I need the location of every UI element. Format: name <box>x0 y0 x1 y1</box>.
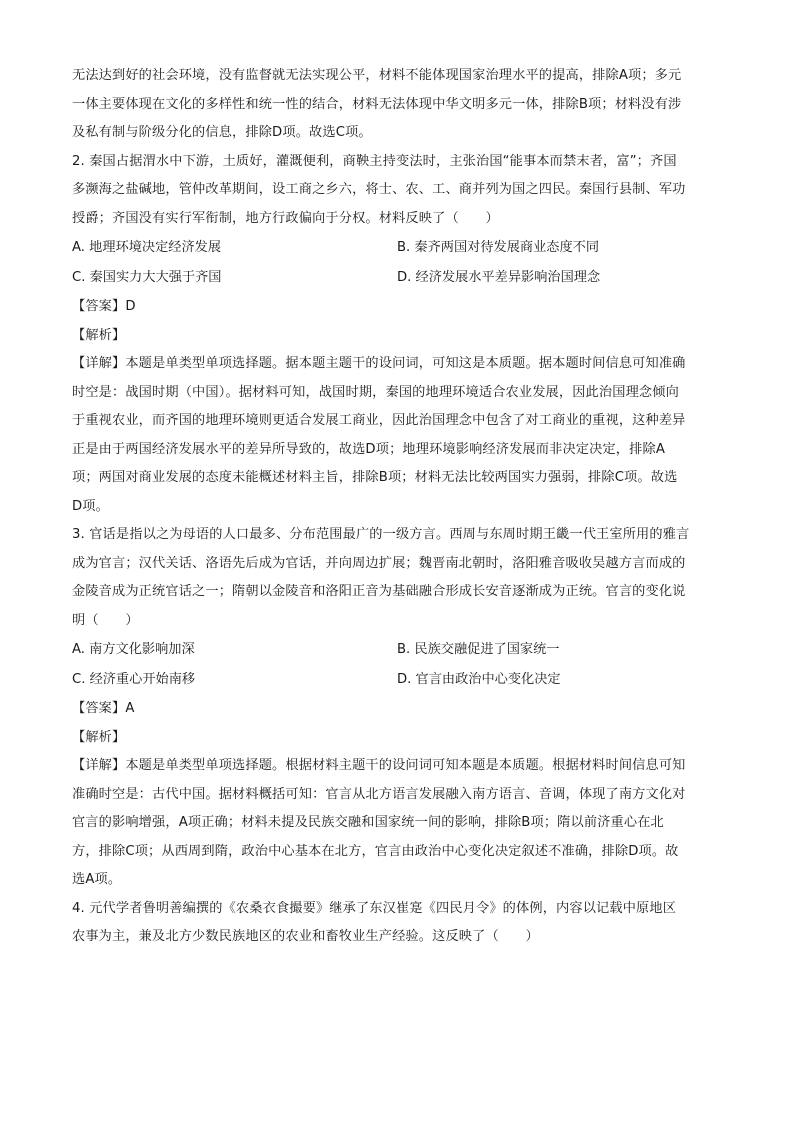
document-body <box>72 62 722 952</box>
detail-line: 方，排除C项；从西周到隋，政治中心基本在北方，官言由政治中心变化决定叙述不准确，排除D项。故 <box>72 843 679 859</box>
options-row <box>72 233 722 263</box>
answer-label: 【答案】D <box>72 299 136 314</box>
detail-line: 官言的影响增强，A项正确；材料未提及民族交融和国家统一间的影响，排除B项；隋以前济重心在北 <box>72 815 664 830</box>
question-stem-line: 明（ ） <box>72 612 139 628</box>
detail-line: 正是由于两国经济发展水平的差异所导致的，故选D项；地理环境影响经济发展而非决定决定，排除A <box>72 441 665 457</box>
question-stem-line: 授爵；齐国没有实行军衔制，地方行政偏向于分权。材料反映了（ ） <box>72 210 499 226</box>
detail-line: 于重视农业，而齐国的地理环境则更适合发展工商业，因此治国理念中包含了对工商业的重视，这种差异 <box>72 413 686 428</box>
analysis-label: 【解析】 <box>72 327 126 343</box>
question-stem-line: 3. 官话是指以之为母语的人口最多、分布范围最广的一级方言。西周与东周时期王畿一代王室所用的雅言 <box>72 527 690 542</box>
detail-line: 准确时空是：古代中国。据材料概括可知：官言从北方语言发展融入南方语言、音调，体现了南方文化对 <box>72 786 686 802</box>
detail-line: 【详解】本题是单类型单项选择题。根据材料主题干的设问词可知本题是本质题。根据材料时间信息可知 <box>72 758 686 773</box>
options-row <box>72 263 722 293</box>
question-stem-line: 金陵音成为正统官话之一；隋朝以金陵音和洛阳正音为基础融合形成长安音逐渐成为正统。官言的变化说 <box>72 584 686 599</box>
options-row <box>72 665 722 695</box>
detail-line: 选A项。 <box>72 872 122 887</box>
detail-line: D项。 <box>72 498 109 514</box>
detail-line: 时空是：战国时期（中国）。据材料可知，战国时期，秦国的地理环境适合农业发展，因此治国理念倾向 <box>72 384 679 400</box>
question-stem-line: 农事为主，兼及北方少数民族地区的农业和畜牧业生产经验。这反映了（ ） <box>72 929 539 944</box>
options-row <box>72 635 722 665</box>
question-2 <box>72 148 722 522</box>
text-line: 一体主要体现在文化的多样性和统一性的结合，材料无法体现中华文明多元一体，排除B项；材料没有涉 <box>72 96 682 112</box>
answer-label: 【答案】A <box>72 701 135 716</box>
option-a: A. 地理环境决定经济发展 <box>72 240 222 255</box>
question-stem-line: 多濒海之盐碱地，管仲改革期间，设工商之乡六，将士、农、工、商并列为国之四民。秦国行县制、军功 <box>72 182 686 197</box>
question-stem-line: 2. 秦国占据渭水中下游，土质好，灌溉便利，商鞅主持变法时，主张治国“能事本而禁末者，富”；齐国 <box>72 153 677 169</box>
option-b: B. 秦齐两国对待发展商业态度不同 <box>397 240 600 255</box>
previous-answer-continuation <box>72 62 722 148</box>
detail-line: 项；两国对商业发展的态度未能概述材料主旨，排除B项；材料无法比较两国实力强弱，排除C项。故选 <box>72 470 678 485</box>
option-b: B. 民族交融促进了国家统一 <box>397 642 560 657</box>
text-line: 无法达到好的社会环境，没有监督就无法实现公平，材料不能体现国家治理水平的提高，排除A项；多元 <box>72 68 682 83</box>
option-d: D. 官言由政治中心变化决定 <box>397 672 561 687</box>
analysis-label: 【解析】 <box>72 729 126 745</box>
question-stem-line: 4. 元代学者鲁明善编撰的《农桑衣食撮要》继承了东汉崔寔《四民月令》的体例，内容以记载中原地区 <box>72 900 677 916</box>
question-4 <box>72 895 722 952</box>
option-a: A. 南方文化影响加深 <box>72 642 195 657</box>
text-line: 及私有制与阶级分化的信息，排除D项。故选C项。 <box>72 125 372 140</box>
question-3 <box>72 521 722 895</box>
option-d: D. 经济发展水平差异影响治国理念 <box>397 270 601 285</box>
option-c: C. 经济重心开始南移 <box>72 672 196 687</box>
option-c: C. 秦国实力大大强于齐国 <box>72 270 222 285</box>
detail-line: 【详解】本题是单类型单项选择题。据本题主题干的设问词，可知这是本质题。据本题时间信息可知准确 <box>72 356 686 371</box>
question-stem-line: 成为官言；汉代关话、洛语先后成为官话，并向周边扩展；魏晋南北朝时，洛阳雅音吸收吴越方言而成的 <box>72 555 686 571</box>
